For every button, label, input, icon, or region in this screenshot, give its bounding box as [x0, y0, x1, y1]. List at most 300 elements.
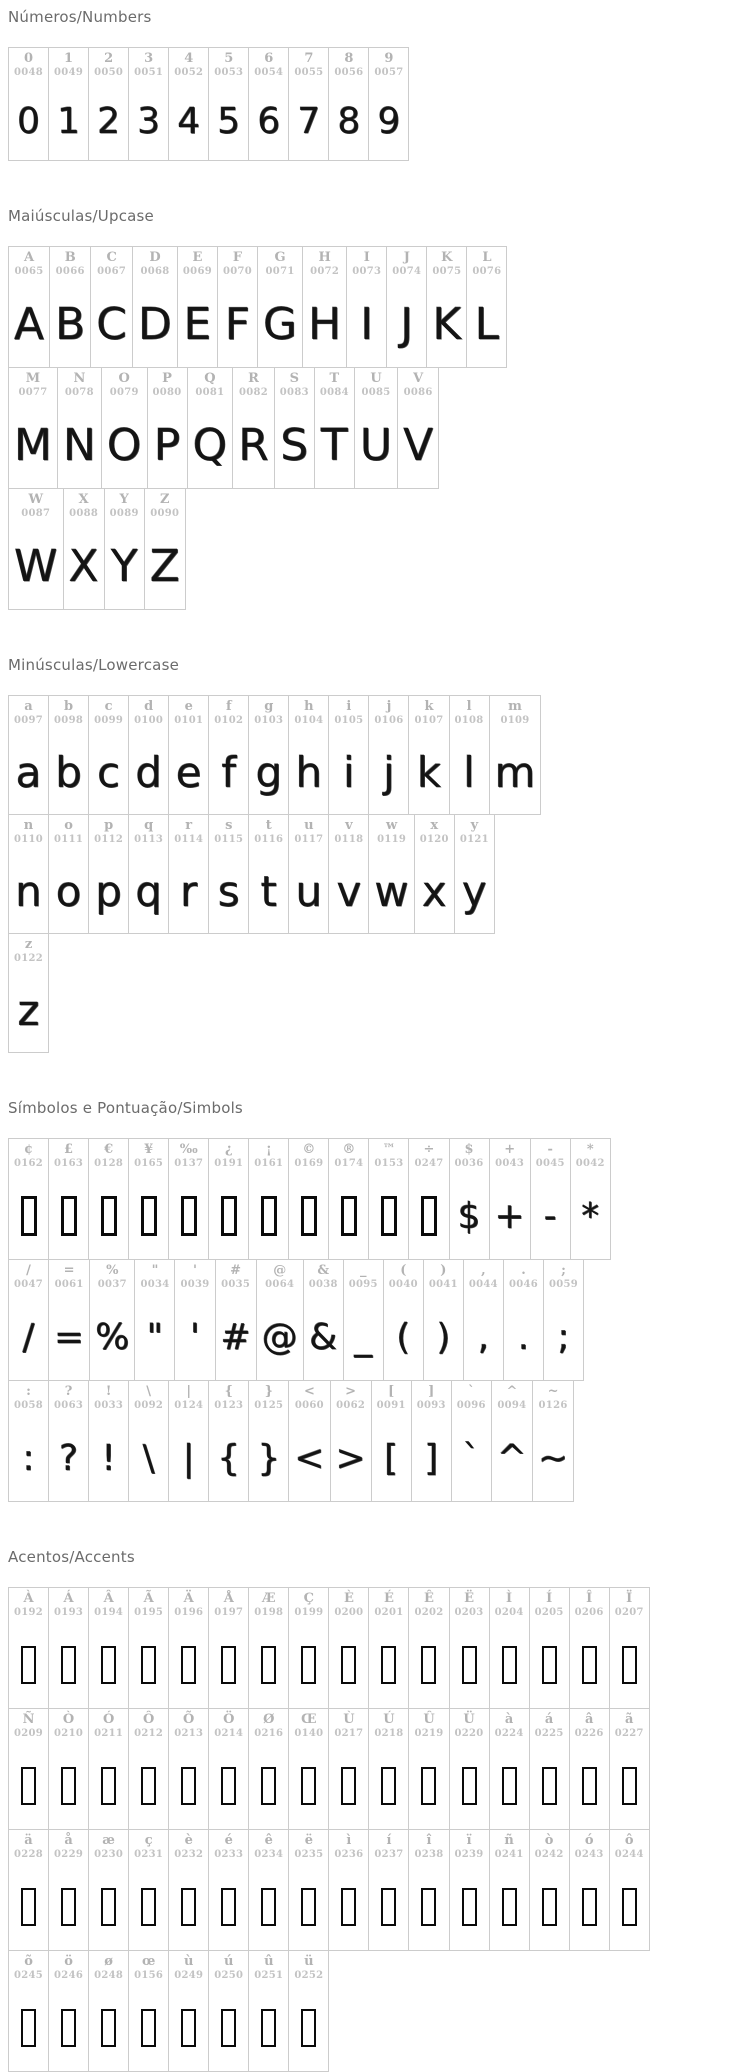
glyph-cell: [368, 1587, 409, 1709]
glyph-area: [557, 1294, 569, 1380]
cell-label: [254, 1709, 283, 1743]
cell-code-label: 0064: [265, 1279, 295, 1290]
glyph: i: [343, 747, 355, 797]
cell-char-label: t: [265, 818, 272, 833]
cell-label: [294, 1709, 323, 1743]
glyph-area: [309, 1294, 337, 1380]
cell-label: [221, 1260, 250, 1294]
glyph-area: [424, 1415, 438, 1501]
cell-label: [361, 368, 390, 402]
glyph: !: [101, 1437, 116, 1479]
glyph-area: [400, 281, 413, 367]
glyph-area: [63, 402, 96, 488]
cell-char-label: í: [386, 1833, 392, 1848]
cell-code-label: 0076: [472, 266, 502, 277]
glyph-cell: [288, 814, 329, 934]
cell-label: [14, 1709, 43, 1743]
glyph-cell: [328, 1587, 369, 1709]
glyph-cell: [248, 695, 289, 815]
cell-char-label: G: [274, 250, 286, 265]
glyph-cell: [208, 814, 249, 934]
glyph-cell: [88, 47, 129, 161]
missing-glyph-box-icon: [261, 1646, 276, 1684]
glyph-area: [262, 1294, 298, 1380]
glyph-cell: [346, 246, 387, 368]
cell-char-label: s: [225, 818, 233, 833]
cell-code-label: 0241: [494, 1849, 524, 1860]
cell-label: [55, 1260, 84, 1294]
cell-label: [214, 1709, 243, 1743]
cell-char-label: Ê: [424, 1591, 434, 1606]
cell-label: [174, 1830, 203, 1864]
cell-char-label: ï: [466, 1833, 472, 1848]
glyph: D: [138, 298, 172, 350]
glyph: w: [374, 866, 409, 916]
glyph-cell: [288, 1950, 329, 2072]
cell-label: [134, 48, 163, 82]
cell-label: [294, 1139, 323, 1173]
cell-char-label: á: [544, 1712, 554, 1727]
glyph-cell: [48, 47, 89, 161]
glyph-cell: [88, 814, 129, 934]
glyph: P: [153, 419, 181, 471]
cell-code-label: 0220: [454, 1728, 484, 1739]
cell-code-label: 0059: [548, 1279, 579, 1290]
glyph-cell: [368, 47, 409, 161]
glyph-row: [8, 1259, 584, 1381]
glyph-cell: [288, 1380, 330, 1502]
glyph-area: [15, 849, 42, 933]
glyph-row: [8, 367, 439, 489]
cell-label: [134, 1588, 163, 1622]
cell-label: [54, 696, 83, 730]
cell-code-label: 0079: [109, 387, 139, 398]
cell-char-label: ó: [584, 1833, 594, 1848]
cell-code-label: 0065: [14, 266, 44, 277]
cell-label: [94, 696, 123, 730]
cell-label: [254, 1139, 283, 1173]
cell-label: [280, 368, 309, 402]
cell-label: [110, 368, 139, 402]
cell-char-label: T: [329, 371, 340, 386]
glyph-cell: [187, 367, 234, 489]
glyph: _: [354, 1316, 373, 1358]
cell-code-label: 0085: [361, 387, 391, 398]
cell-char-label: {: [224, 1384, 233, 1399]
glyph-area: [95, 1294, 129, 1380]
glyph: g: [255, 747, 283, 797]
glyph-area: [56, 849, 82, 933]
glyph-cell: [256, 1259, 304, 1381]
glyph-area: [421, 1864, 436, 1950]
cell-char-label: V: [413, 371, 424, 386]
cell-label: [404, 368, 433, 402]
cell-label: [576, 1139, 605, 1173]
cell-char-label: O: [118, 371, 130, 386]
cell-code-label: 0094: [497, 1400, 527, 1411]
glyph: {: [217, 1437, 241, 1479]
glyph-area: [495, 730, 536, 814]
glyph-cell: [49, 246, 91, 368]
cell-code-label: 0153: [374, 1158, 404, 1169]
glyph-area: [296, 730, 323, 814]
glyph-cell: [168, 695, 209, 815]
glyph-area: [261, 1173, 277, 1259]
glyph-area: [21, 1622, 36, 1708]
cell-label: [98, 1260, 127, 1294]
cell-label: [374, 48, 403, 82]
glyph-cell: [128, 1138, 169, 1260]
glyph-cell: [208, 1829, 249, 1951]
glyph-cell: [144, 488, 186, 610]
glyph: 7: [297, 100, 321, 142]
cell-code-label: 0236: [334, 1849, 364, 1860]
glyph: ,: [477, 1316, 490, 1358]
cell-char-label: ,: [481, 1263, 486, 1278]
cell-label: [309, 1260, 338, 1294]
cell-code-label: 0105: [334, 715, 364, 726]
glyph-cell: [408, 1138, 449, 1260]
cell-char-label: =: [63, 1263, 75, 1278]
glyph: z: [17, 985, 40, 1035]
glyph: `: [462, 1437, 481, 1479]
glyph-area: [57, 82, 80, 160]
cell-code-label: 0067: [97, 266, 127, 277]
glyph-area: [321, 402, 348, 488]
glyph: M: [14, 419, 52, 471]
cell-code-label: 0140: [294, 1728, 324, 1739]
cell-code-label: 0095: [348, 1279, 378, 1290]
cell-label: [214, 1951, 243, 1985]
cell-char-label: ‰: [179, 1142, 198, 1157]
glyph-area: [495, 1173, 525, 1259]
cell-char-label: /: [26, 1263, 31, 1278]
glyph-area: [181, 1173, 197, 1259]
glyph: $: [457, 1195, 481, 1237]
cell-label: [15, 247, 44, 281]
cell-char-label: W: [28, 492, 44, 507]
glyph-area: [21, 1173, 37, 1259]
glyph: L: [474, 298, 500, 350]
cell-char-label: ì: [346, 1833, 352, 1848]
missing-glyph-box-icon: [101, 1646, 116, 1684]
cell-char-label: ñ: [504, 1833, 514, 1848]
glyph-cell: [128, 1950, 169, 2072]
missing-glyph-box-icon: [261, 2009, 276, 2047]
cell-label: [509, 1260, 538, 1294]
cell-code-label: 0083: [279, 387, 309, 398]
cell-char-label: Á: [63, 1591, 74, 1606]
missing-glyph-box-icon: [462, 1767, 477, 1805]
glyph-area: [218, 849, 240, 933]
cell-label: [374, 1139, 403, 1173]
cell-char-label: 4: [184, 51, 194, 66]
cell-char-label: ¿: [224, 1142, 233, 1157]
glyph-cell: [248, 1138, 289, 1260]
glyph: 1: [57, 100, 81, 142]
glyph-area: [101, 1173, 117, 1259]
glyph-cell: [88, 695, 129, 815]
glyph-cell: [132, 246, 178, 368]
glyph-area: [69, 523, 99, 609]
glyph: F: [224, 298, 251, 350]
glyph-area: [336, 1415, 366, 1501]
cell-label: [174, 696, 203, 730]
cell-char-label: @: [273, 1263, 287, 1278]
glyph: }: [257, 1437, 281, 1479]
cell-char-label: \: [146, 1384, 152, 1399]
missing-glyph-box-icon: [181, 1646, 196, 1684]
glyph: Z: [149, 540, 180, 592]
cell-label: [615, 1709, 644, 1743]
glyph-area: [141, 1864, 156, 1950]
cell-code-label: 0242: [534, 1849, 564, 1860]
glyph-area: [462, 1622, 477, 1708]
glyph-cell: [314, 367, 355, 489]
cell-code-label: 0042: [575, 1158, 605, 1169]
cell-label: [266, 247, 295, 281]
glyph-area: [21, 1864, 36, 1950]
cell-char-label: n: [23, 818, 34, 833]
cell-label: [374, 1709, 403, 1743]
glyph-area: [463, 730, 475, 814]
glyph-cell: [48, 1138, 89, 1260]
missing-glyph-box-icon: [622, 1888, 637, 1926]
cell-code-label: 0053: [214, 67, 244, 78]
cell-char-label: -: [547, 1142, 553, 1157]
glyph-area: [221, 1743, 236, 1829]
missing-glyph-box-icon: [301, 1767, 316, 1805]
glyph-cell: [88, 1138, 129, 1260]
glyph: N: [62, 419, 96, 471]
cell-char-label: ¡: [265, 1142, 272, 1157]
glyph-area: [180, 849, 197, 933]
cell-label: [294, 1951, 323, 1985]
missing-glyph-box-icon: [341, 1888, 356, 1926]
glyph-cell: [368, 1708, 409, 1830]
cell-char-label: Ã: [143, 1591, 154, 1606]
glyph-cell: [88, 1587, 129, 1709]
glyph-cell: [569, 1708, 610, 1830]
cell-code-label: 0114: [174, 834, 204, 845]
glyph-area: [381, 1622, 396, 1708]
cell-code-label: 0123: [214, 1400, 244, 1411]
glyph-cell: [397, 367, 439, 489]
glyph-area: [107, 402, 142, 488]
cell-label: [265, 1260, 294, 1294]
section-title: Minúsculas/Lowercase: [8, 656, 180, 674]
missing-glyph-box-icon: [381, 1888, 396, 1926]
glyph-cell: [288, 1708, 329, 1830]
cell-label: [334, 815, 363, 849]
cell-char-label: ÷: [423, 1142, 435, 1157]
glyph-area: [61, 1985, 76, 2071]
glyph-row: [8, 1138, 611, 1260]
glyph-cell: [48, 1829, 89, 1951]
glyph-cell: [8, 367, 58, 489]
glyph-cell: [128, 814, 169, 934]
missing-glyph-box-icon: [141, 1646, 156, 1684]
glyph-area: [184, 281, 212, 367]
cell-char-label: À: [23, 1591, 34, 1606]
glyph-area: [150, 523, 180, 609]
cell-label: [320, 368, 349, 402]
glyph: >: [335, 1437, 366, 1479]
cell-label: [195, 368, 224, 402]
cell-code-label: 0098: [54, 715, 84, 726]
glyph-area: [343, 730, 355, 814]
section-title: Símbolos e Pontuação/Simbols: [8, 1099, 243, 1117]
glyph-area: [478, 1294, 489, 1380]
section-title: Acentos/Accents: [8, 1548, 135, 1566]
cell-label: [54, 1381, 83, 1415]
glyph-cell: [215, 1259, 257, 1381]
cell-label: [352, 247, 381, 281]
glyph-area: [54, 1294, 84, 1380]
cell-char-label: r: [185, 818, 193, 833]
glyph-area: [181, 1985, 196, 2071]
cell-label: [495, 1830, 524, 1864]
cell-label: [174, 1139, 203, 1173]
cell-code-label: 0231: [134, 1849, 164, 1860]
cell-code-label: 0100: [134, 715, 164, 726]
glyph-area: [422, 849, 447, 933]
cell-char-label: C: [106, 250, 117, 265]
cell-label: [377, 1381, 406, 1415]
glyph-area: [257, 82, 280, 160]
glyph: H: [308, 298, 342, 350]
cell-code-label: 0161: [254, 1158, 284, 1169]
cell-label: [239, 368, 268, 402]
glyph: ?: [59, 1437, 79, 1479]
glyph-area: [581, 1173, 599, 1259]
cell-label: [549, 1260, 578, 1294]
cell-char-label: c: [104, 699, 113, 714]
cell-code-label: 0214: [214, 1728, 244, 1739]
glyph-area: [432, 281, 461, 367]
cell-code-label: 0249: [174, 1970, 204, 1981]
cell-code-label: 0047: [14, 1279, 44, 1290]
cell-label: [615, 1588, 644, 1622]
cell-char-label: Î: [586, 1591, 593, 1606]
cell-code-label: 0107: [414, 715, 444, 726]
cell-char-label: æ: [102, 1833, 115, 1848]
glyph-cell: [257, 246, 303, 368]
glyph-cell: [328, 695, 369, 815]
cell-char-label: `: [468, 1384, 475, 1399]
glyph-cell: [8, 1138, 49, 1260]
glyph-area: [263, 281, 297, 367]
cell-code-label: 0226: [574, 1728, 604, 1739]
glyph-area: [297, 82, 320, 160]
glyph-area: [55, 281, 85, 367]
glyph-area: [221, 1864, 236, 1950]
cell-char-label: à: [504, 1712, 514, 1727]
cell-char-label: (: [400, 1263, 407, 1278]
glyph: 2: [97, 100, 121, 142]
cell-char-label: D: [149, 250, 161, 265]
missing-glyph-box-icon: [141, 1767, 156, 1805]
glyph: n: [15, 866, 42, 916]
glyph: q: [135, 866, 162, 916]
cell-label: [414, 696, 443, 730]
missing-glyph-box-icon: [341, 1646, 356, 1684]
glyph-cell: [57, 367, 102, 489]
cell-code-label: 0092: [134, 1400, 164, 1411]
cell-code-label: 0204: [494, 1607, 524, 1618]
glyph-cell: [208, 1708, 249, 1830]
glyph: T: [320, 419, 348, 471]
glyph-area: [176, 730, 202, 814]
cell-char-label: Q: [204, 371, 216, 386]
cell-label: [501, 696, 530, 730]
glyph-cell: [248, 814, 289, 934]
cell-code-label: 0202: [414, 1607, 444, 1618]
cell-code-label: 0036: [454, 1158, 484, 1169]
missing-glyph-box-icon: [502, 1646, 517, 1684]
cell-label: [14, 1588, 43, 1622]
cell-char-label: ò: [544, 1833, 554, 1848]
glyph: [: [384, 1437, 399, 1479]
missing-glyph-box-icon: [542, 1646, 557, 1684]
missing-glyph-box-icon: [301, 2009, 316, 2047]
cell-label: [420, 815, 449, 849]
cell-code-label: 0081: [195, 387, 225, 398]
cell-char-label: ö: [64, 1954, 73, 1969]
glyph-cell: [8, 1380, 49, 1502]
cell-char-label: J: [403, 250, 410, 265]
glyph-cell: [368, 1829, 409, 1951]
glyph-area: [16, 730, 42, 814]
glyph: W: [14, 540, 58, 592]
glyph: &: [309, 1316, 338, 1358]
cell-label: [54, 1709, 83, 1743]
glyph-cell: [48, 1587, 89, 1709]
missing-glyph-box-icon: [101, 1196, 117, 1236]
glyph: 5: [217, 100, 241, 142]
glyph-cell: [354, 367, 398, 489]
cell-label: [180, 1260, 209, 1294]
cell-char-label: ": [151, 1263, 159, 1278]
cell-code-label: 0056: [334, 67, 364, 78]
glyph-cell: [128, 1380, 169, 1502]
cell-label: [214, 48, 243, 82]
cell-char-label: ú: [224, 1954, 234, 1969]
missing-glyph-box-icon: [261, 1888, 276, 1926]
cell-code-label: 0057: [374, 67, 404, 78]
glyph: ): [436, 1316, 451, 1358]
cell-label: [334, 1139, 363, 1173]
cell-code-label: 0193: [54, 1607, 84, 1618]
glyph: d: [135, 747, 162, 797]
glyph: |: [182, 1437, 195, 1479]
cell-code-label: 0196: [174, 1607, 204, 1618]
cell-code-label: 0069: [182, 266, 212, 277]
cell-code-label: 0052: [174, 67, 204, 78]
glyph: X: [68, 540, 99, 592]
glyph-cell: [328, 47, 369, 161]
cell-code-label: 0243: [574, 1849, 604, 1860]
glyph-row: [8, 1380, 574, 1502]
cell-code-label: 0074: [392, 266, 422, 277]
cell-char-label: E: [192, 250, 203, 265]
glyph-area: [143, 1415, 155, 1501]
cell-char-label: S: [289, 371, 300, 386]
glyph: +: [494, 1195, 525, 1237]
cell-char-label: ø: [104, 1954, 113, 1969]
cell-label: [294, 1830, 323, 1864]
glyph-area: [181, 1864, 196, 1950]
